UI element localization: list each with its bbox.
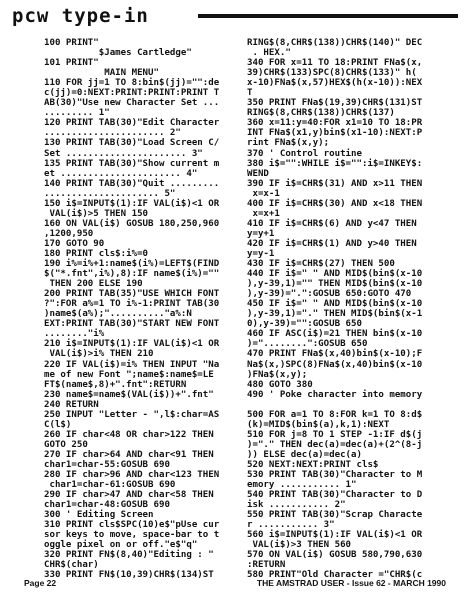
code-line: 360 x=11:y=40:FOR x1=10 TO 18:PR	[247, 118, 423, 129]
code-line: 100 PRINT"	[44, 38, 99, 48]
code-line: 150 i$=INPUT$(1):IF VAL(i$)<1 OR	[44, 198, 220, 209]
code-line: $("*.fnt",i%),8):IF name$(i%)=""	[44, 269, 220, 280]
code-line: 280 IF char>96 AND char<123 THEN	[44, 470, 220, 481]
code-line: rint FNa$(x,y);	[247, 138, 330, 149]
code-line: Na$(x,)SPC(8)FNa$(x,40)bin$(x-10	[247, 359, 423, 370]
code-line: 380 i$="":WHILE i$="":i$=INKEY$:	[247, 158, 423, 169]
code-line: CHR$(char)	[44, 560, 99, 571]
code-line: 180 PRINT cls$:i%=0	[44, 248, 149, 259]
code-line: 110 FOR jj=1 TO 8:bin$(jj)="":de	[44, 78, 220, 89]
code-line: . HEX."	[247, 48, 291, 59]
code-line: 500 FOR a=1 TO 8:FOR k=1 TO 8:d$	[247, 409, 423, 420]
code-line: emory ........... 1"	[247, 480, 357, 491]
code-line: )FNa$(x,y);	[247, 369, 308, 380]
code-line: 490 ' Poke character into memory	[247, 389, 423, 400]
code-line: 340 FOR x=11 TO 18:PRINT FNa$(x,	[247, 58, 423, 69]
code-line: 200 PRINT TAB(35)"USE WHICH FONT	[44, 289, 220, 300]
code-line: 550 PRINT TAB(30)"Scrap Characte	[247, 510, 423, 521]
code-line: ),y-39,1)="." THEN MID$(bin$(x-1	[247, 309, 423, 320]
code-line: AB(30)"Use new Character Set ...	[44, 98, 220, 109]
code-line: 230 name$=name$(VAL(i$))+".fnt"	[44, 389, 214, 400]
listing-column-left	[44, 38, 240, 581]
code-line: 270 IF char>64 AND char<91 THEN	[44, 449, 214, 460]
code-line: )) ELSE dec(a)=dec(a)	[247, 449, 362, 460]
code-line: ......... 1"	[44, 108, 110, 119]
code-line: 530 PRINT TAB(30)"Character to M	[247, 470, 423, 481]
page-footer	[0, 578, 466, 592]
code-line: 400 IF i$=CHR$(30) AND x<18 THEN	[247, 198, 423, 209]
code-line: 260 IF char<48 OR char>122 THEN	[44, 429, 214, 440]
section-header	[12, 5, 458, 27]
code-line: x=x-1	[247, 188, 280, 199]
code-line: 420 IF i$=CHR$(1) AND y>40 THEN	[247, 238, 417, 249]
code-line: 140 PRINT TAB(30)"Quit .........	[44, 178, 220, 189]
code-line: 320 PRINT FN$(8,40)"Editing : "	[44, 550, 214, 561]
code-line: RING$(8,CHR$(138))CHR$(140)" DEC	[247, 38, 423, 48]
code-line: C(l$)	[44, 419, 72, 430]
code-line: )="." THEN dec(a)=dec(a)+(2^(8-j	[247, 439, 423, 450]
code-line: 190 i%=i%+1:name$(i%)=LEFT$(FIND	[44, 259, 220, 270]
issue-info: THE AMSTRAD USER - Issue 62 - MARCH 1990	[256, 578, 446, 588]
code-line: 450 IF i$=" " AND MID$(bin$(x-10	[247, 299, 423, 310]
code-line: char1=char-48:GOSUB 690	[44, 500, 170, 511]
code-line: isk ........... 2"	[247, 500, 346, 511]
code-line: 220 IF VAL(i$)=i% THEN INPUT "Na	[44, 359, 220, 370]
code-line: 130 PRINT TAB(30)"Load Screen C/	[44, 138, 220, 149]
code-line: oggle pixel on or off."e$"q"	[44, 540, 198, 551]
code-line: me of new Font ";name$:name$=LE	[44, 369, 214, 380]
code-line: :RETURN	[247, 560, 286, 571]
code-line: 410 IF i$=CHR$(6) AND y<47 THEN	[247, 218, 417, 229]
code-line: 0),y-39)="":GOSUB 650	[247, 319, 362, 330]
code-line: 370 ' Control routine	[247, 148, 362, 159]
code-line: ),y-39)=".":GOSUB 650:GOTO 470	[247, 289, 412, 300]
code-line: VAL(i$)>3 THEN 560	[247, 540, 352, 551]
code-line: GOTO 250	[44, 439, 88, 450]
code-line: ?":FOR a%=1 TO i%-1:PRINT TAB(30	[44, 299, 220, 310]
code-line: ...................... 2"	[44, 128, 181, 139]
code-line: 300 ' Editing Screen	[44, 510, 154, 521]
code-line: x-10)FNa$(x,57)HEX$(h(x-10)):NEX	[247, 78, 423, 89]
code-line: ..................... 5"	[44, 188, 176, 199]
code-line: r ........... 3"	[247, 520, 335, 531]
code-line: 120 PRINT TAB(30)"Edit Character	[44, 118, 220, 129]
code-line: et ...................... 4"	[44, 168, 198, 179]
code-line: 390 IF i$=CHR$(31) AND x>11 THEN	[247, 178, 423, 189]
code-line: char1=char-61:GOSUB 690	[44, 480, 176, 491]
code-line: char1=char-55:GOSUB 690	[44, 459, 170, 470]
code-line: 330 PRINT FN$(10,39)CHR$(134)ST	[44, 570, 214, 581]
code-line: ),y-39,1)="" THEN MID$(bin$(x-10	[247, 279, 423, 290]
code-line: 480 GOTO 380	[247, 379, 313, 390]
code-line	[247, 400, 455, 410]
code-line: $James Cartledge"	[44, 48, 192, 59]
code-line: FT$(name$,8)+".fnt":RETURN	[44, 379, 187, 390]
code-line: y=y+1	[247, 228, 275, 239]
listing-column-right	[247, 38, 455, 581]
code-line: T	[247, 88, 253, 99]
code-line: 470 PRINT FNa$(x,40)bin$(x-10);F	[247, 349, 423, 360]
code-line: y=y-1	[247, 248, 275, 259]
code-line: 510 FOR j=8 TO 1 STEP -1:IF d$(j	[247, 429, 423, 440]
code-line: THEN 200 ELSE 190	[44, 279, 143, 290]
code-line: )name$(a%);".........."a%:N	[44, 309, 192, 320]
code-line: 290 IF char>47 AND char<58 THEN	[44, 490, 214, 501]
code-line: )="........":GOSUB 650	[247, 339, 368, 350]
code-line: Set ...................... 3"	[44, 148, 203, 159]
code-line: VAL(i$)>i% THEN 210	[44, 349, 154, 360]
code-line: sor keys to move, space-bar to t	[44, 530, 220, 541]
code-line: EXT:PRINT TAB(30)"START NEW FONT	[44, 319, 220, 330]
code-line: 101 PRINT"	[44, 58, 99, 69]
code-line: MAIN MENU"	[44, 68, 159, 79]
code-line: 250 INPUT "Letter - ",l$:char=AS	[44, 409, 220, 420]
code-line: c(jj)=0:NEXT:PRINT:PRINT:PRINT T	[44, 88, 220, 99]
code-line: 240 RETURN	[44, 399, 99, 410]
code-line: 430 IF i$=CHR$(27) THEN 500	[247, 259, 395, 270]
code-line: 580 PRINT"Old Character ="CHR$(c	[247, 570, 423, 581]
code-line: (k)=MID$(bin$(a),k,1):NEXT	[247, 419, 390, 430]
code-line: INT FNa$(x1,y)bin$(x1-10):NEXT:P	[247, 128, 423, 139]
code-line: x=x+1	[247, 208, 280, 219]
code-line: 540 PRINT TAB(30)"Character to D	[247, 490, 423, 501]
code-line: ,1200,950	[44, 228, 94, 239]
code-line: 520 NEXT:NEXT:PRINT cls$	[247, 459, 379, 470]
code-line: ........"i%	[44, 329, 105, 340]
page-number: Page 22	[24, 578, 57, 588]
code-line: 560 i$=INPUT$(1):IF VAL(i$)<1 OR	[247, 530, 423, 541]
header-rule	[198, 14, 458, 18]
code-line: 135 PRINT TAB(30)"Show current m	[44, 158, 220, 169]
code-line: 160 ON VAL(i$) GOSUB 180,250,960	[44, 218, 220, 229]
code-line: 350 PRINT FNa$(19,39)CHR$(131)ST	[247, 98, 423, 109]
code-line: WEND	[247, 168, 269, 179]
section-title: pcw type-in	[12, 5, 149, 27]
code-line: VAL(i$)>5 THEN 150	[44, 208, 149, 219]
code-line: 210 i$=INPUT$(1):IF VAL(i$)<1 OR	[44, 339, 220, 350]
code-line: 460 IF ASC(i$)=21 THEN bin$(x-10	[247, 329, 423, 340]
code-line: 170 GOTO 90	[44, 238, 105, 249]
code-line: 39)CHR$(133)SPC(8)CHR$(133)" h(	[247, 68, 417, 79]
code-line: RING$(8,CHR$(138))CHR$(137)	[247, 108, 395, 119]
code-line: 440 IF i$=" " AND MID$(bin$(x-10	[247, 269, 423, 280]
code-line: 310 PRINT cls$SPC(10)e$"pUse cur	[44, 520, 220, 531]
code-line: 570 ON VAL(i$) GOSUB 580,790,630	[247, 550, 423, 561]
